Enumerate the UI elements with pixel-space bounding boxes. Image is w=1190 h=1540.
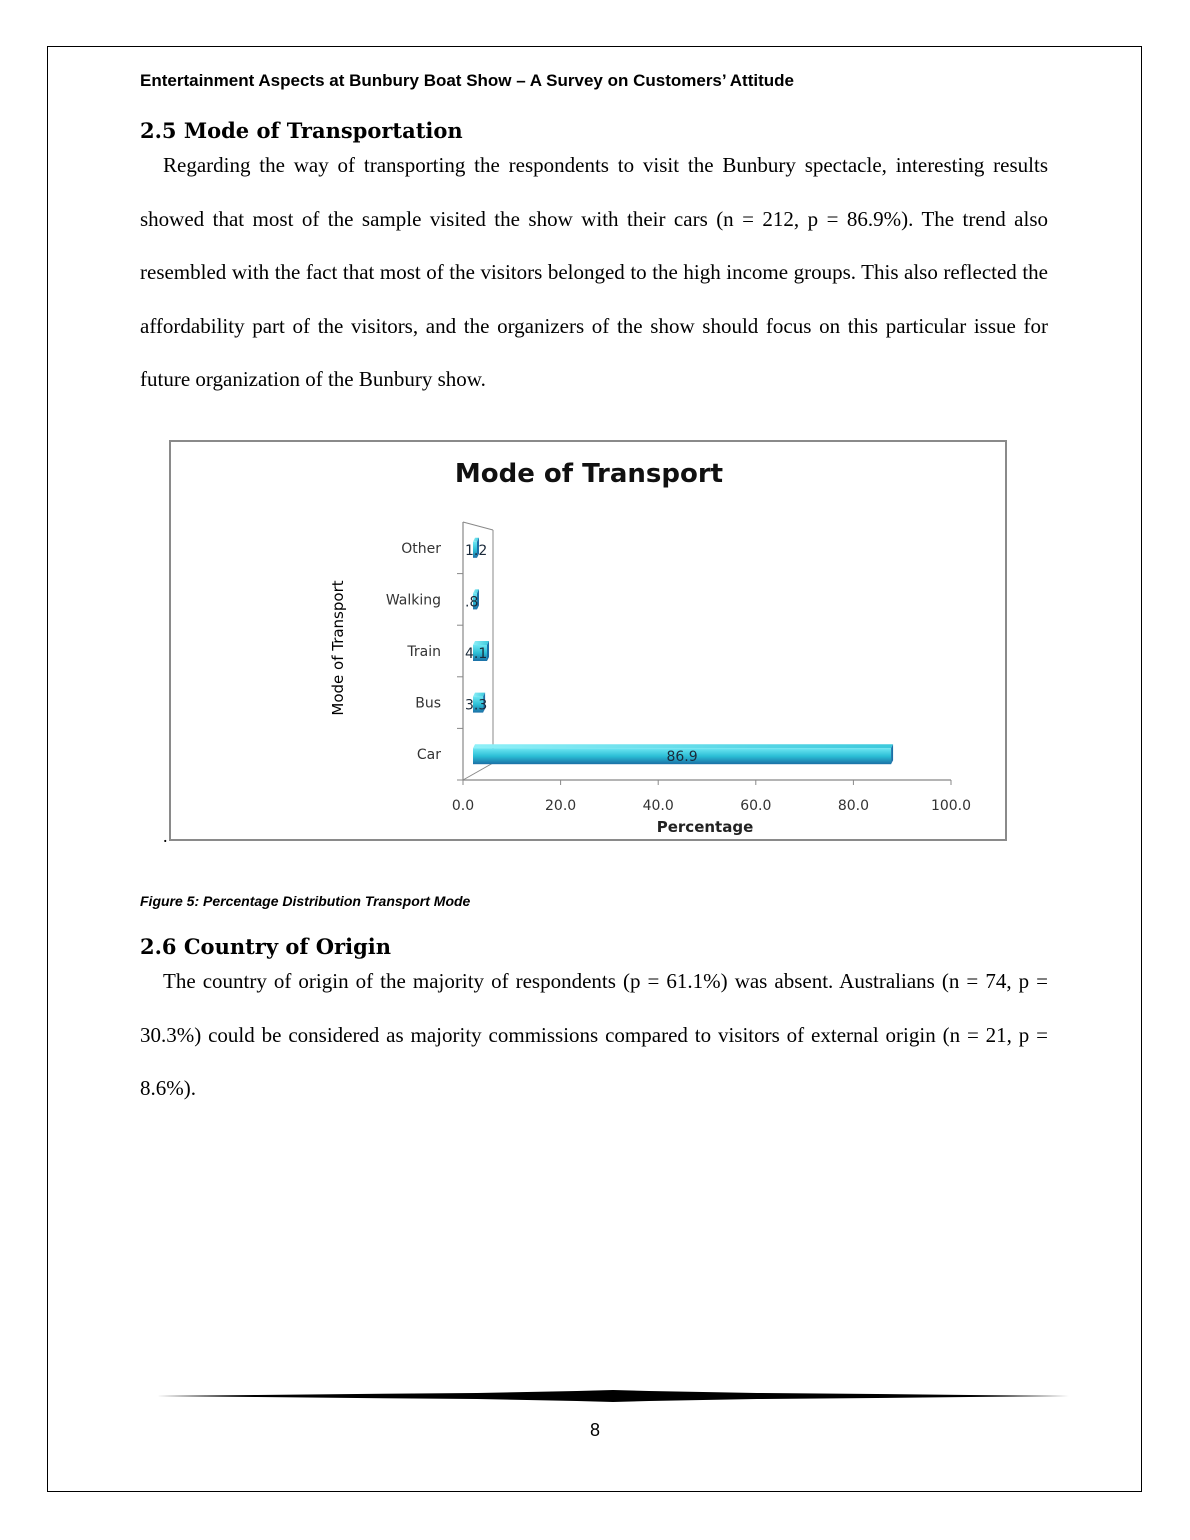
category-label: Car xyxy=(416,747,441,764)
footer-rule xyxy=(157,1388,1069,1404)
category-label: Other xyxy=(401,540,441,557)
data-label: 1.2 xyxy=(465,542,488,559)
category-label: Walking xyxy=(385,592,441,609)
data-label: 3.3 xyxy=(465,697,488,714)
chart-labels xyxy=(465,543,698,765)
data-label: .8 xyxy=(465,594,479,611)
floor-edge xyxy=(463,763,493,780)
paragraph-origin: The country of origin of the majority of respondents (p = 61.1%) was absent. Australians (n = 74, p = 30.3%) could be considered as majority commissions compared to visitors of external origin (n = 21, p = 8.6%). xyxy=(140,969,1048,1101)
x-tick-label: 60.0 xyxy=(740,798,772,814)
bar-top-face xyxy=(473,693,485,697)
x-tick-label: 80.0 xyxy=(837,798,869,814)
page-number: 8 xyxy=(589,1420,600,1440)
chart-title: Mode of Transport xyxy=(454,459,724,489)
category-label: Train xyxy=(407,644,441,660)
x-tick-label: 100.0 xyxy=(930,798,972,814)
running-header: Entertainment Aspects at Bunbury Boat Show – A Survey on Customers’ Attitude xyxy=(140,71,794,90)
figure-caption: Figure 5: Percentage Distribution Transport Mode xyxy=(140,893,471,909)
wall-edge xyxy=(463,522,493,530)
section-heading-transportation: 2.5 Mode of Transportation xyxy=(140,118,463,143)
bar-top-face xyxy=(473,641,489,645)
chart-axes xyxy=(386,522,971,814)
data-label: 4.1 xyxy=(465,646,488,662)
x-tick-label: 0.0 xyxy=(451,798,475,814)
bar-top-face xyxy=(473,744,893,748)
x-tick-label: 40.0 xyxy=(642,798,674,814)
x-axis-title: Percentage xyxy=(656,818,754,836)
chart-frame xyxy=(169,440,1007,841)
section-heading-origin: 2.6 Country of Origin xyxy=(140,934,391,959)
data-label: 86.9 xyxy=(666,749,698,766)
category-label: Bus xyxy=(415,695,441,712)
transport-chart xyxy=(171,442,1005,839)
paragraph-transportation: Regarding the way of transporting the respondents to visit the Bunbury spectacle, interesting results showed that most of the sample visited the show with their cars (n = 212, p = 86.9%). The trend also resembled with the fact that most of the visitors belonged to the high income groups. This also reflected the affordability part of the visitors, and the organizers of the show should focus on this particular issue for future organization of the Bunbury show. xyxy=(140,153,1048,392)
chart-bars xyxy=(473,538,893,764)
stray-mark: . xyxy=(163,826,168,846)
y-axis-title: Mode of Transport xyxy=(329,580,347,716)
x-tick-label: 20.0 xyxy=(545,798,577,814)
